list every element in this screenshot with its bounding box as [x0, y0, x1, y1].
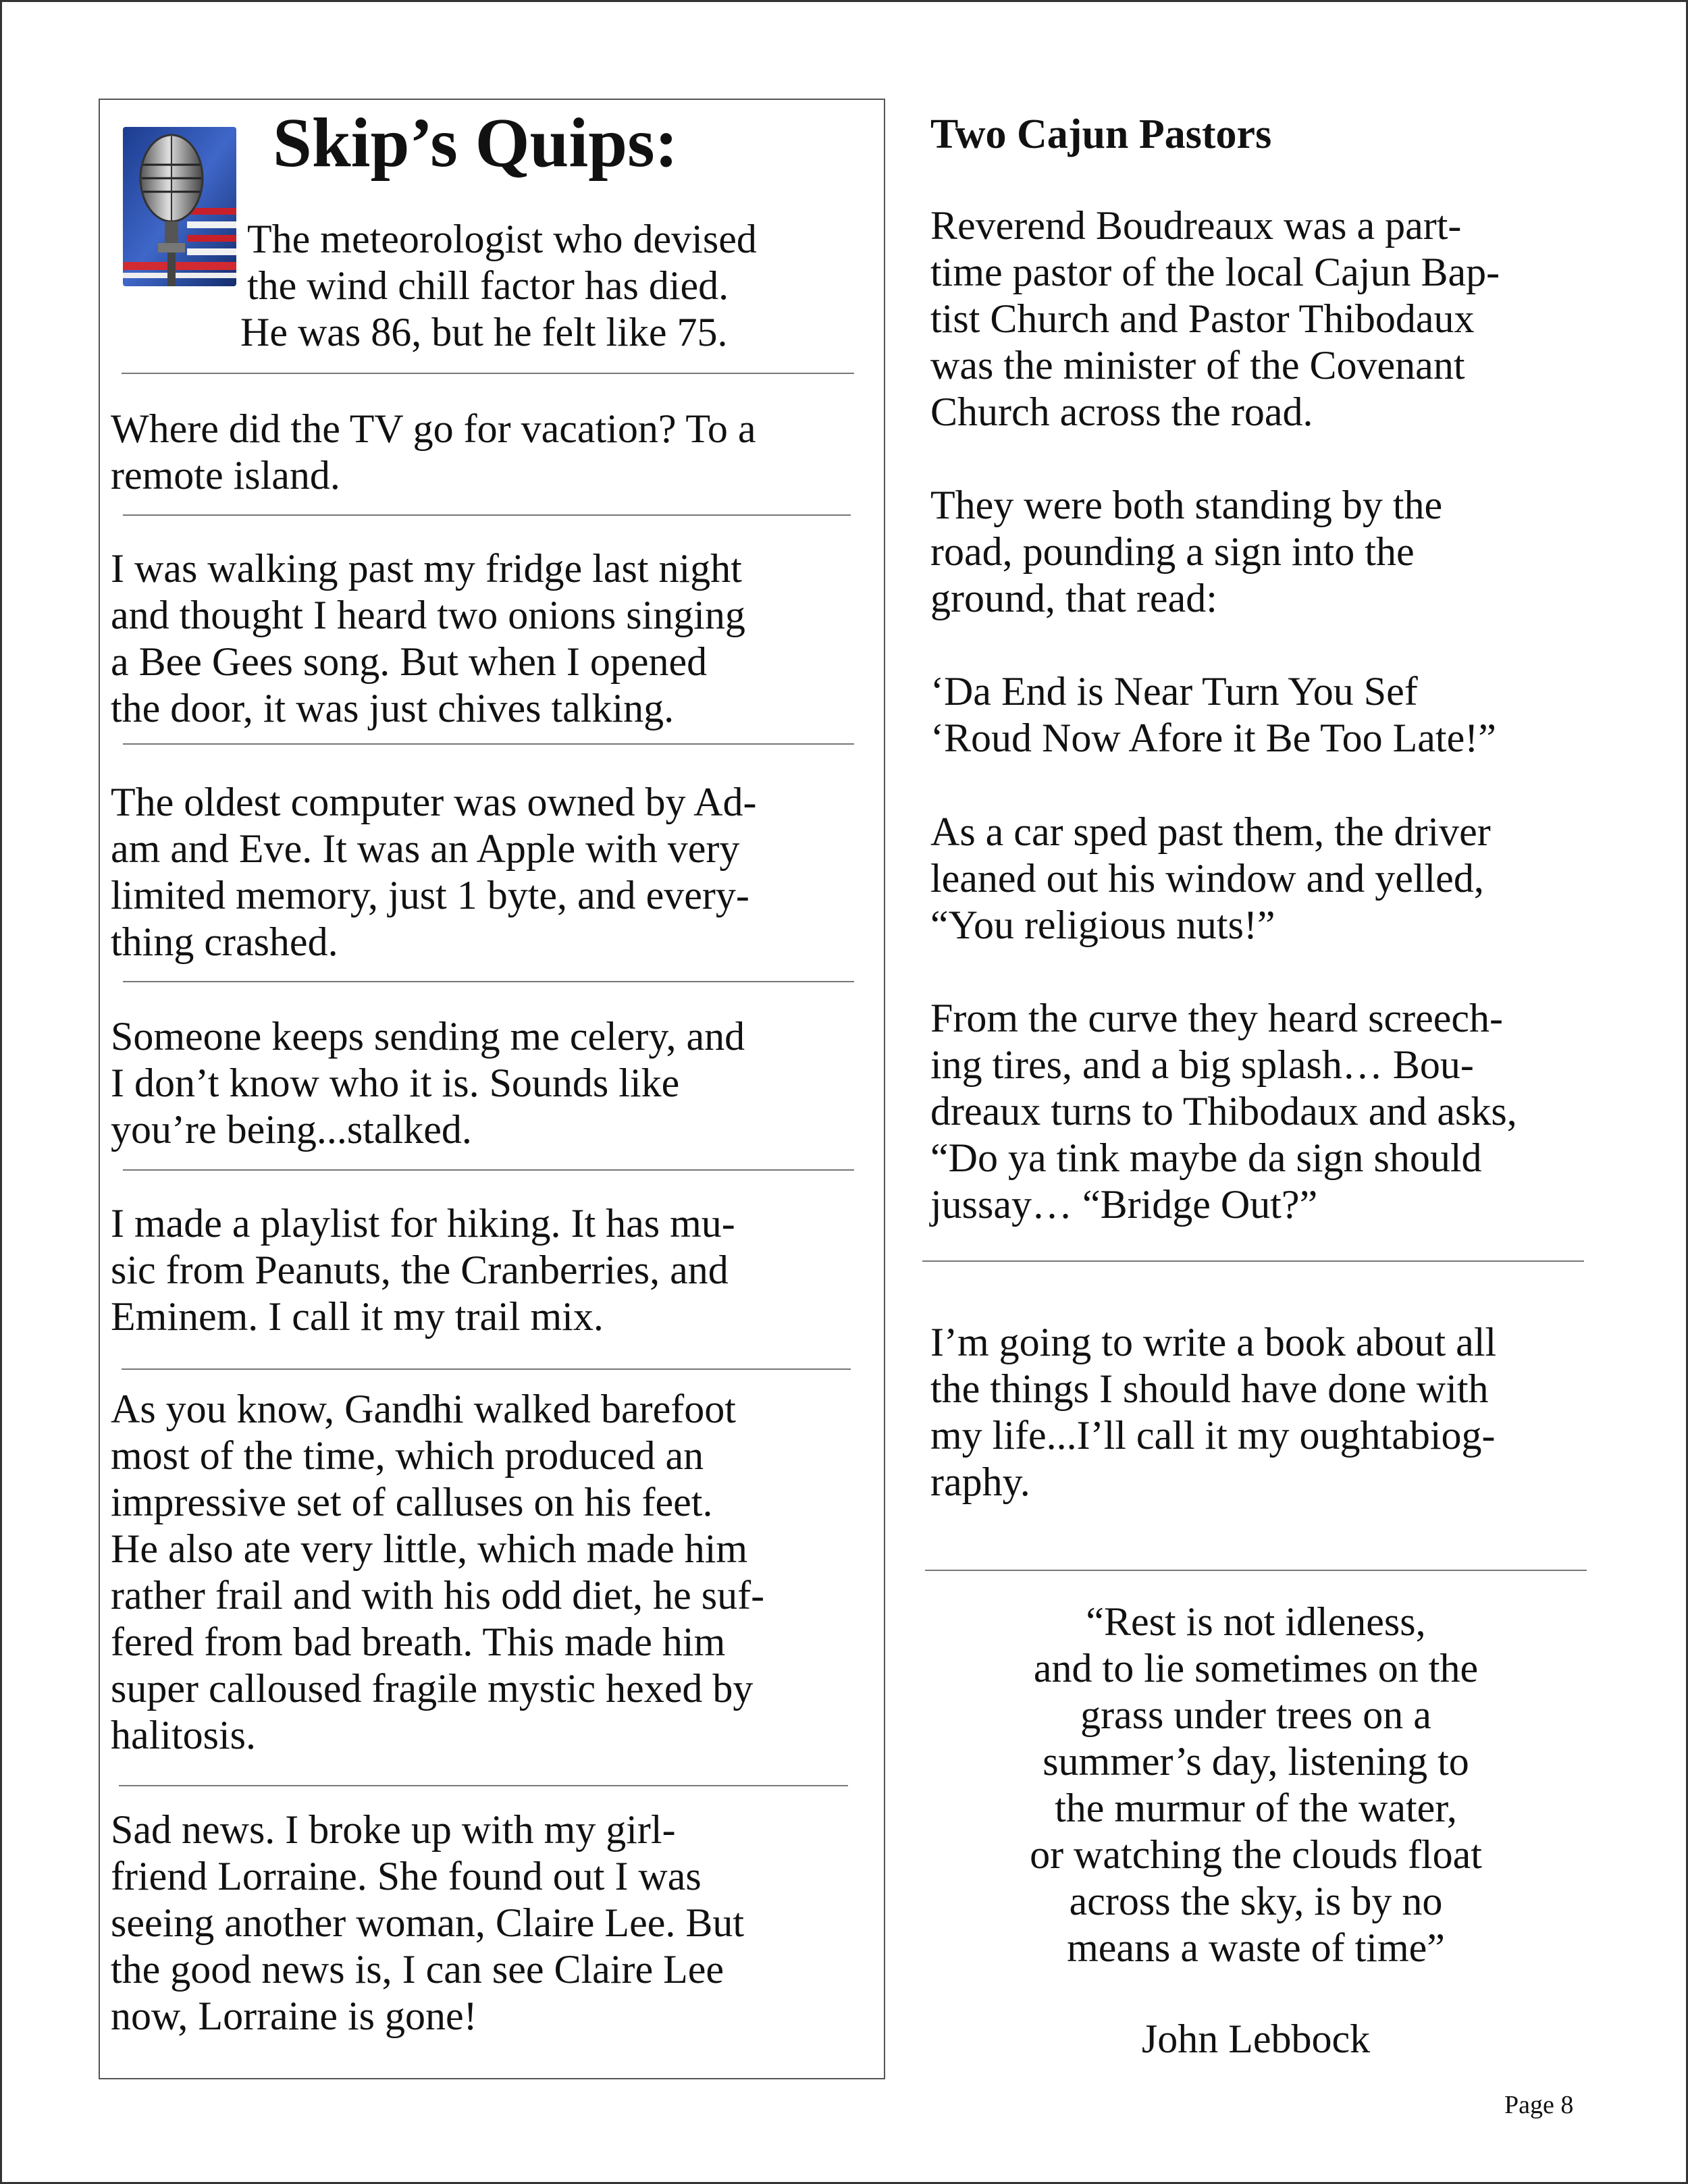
quips-title: Skip’s Quips: [273, 104, 679, 182]
divider [122, 1368, 851, 1370]
joke-trail-mix: I made a playlist for hiking. It has mu- sic from Peanuts, the Cranberries, and Eminem. I call it my trail mix. [111, 1201, 735, 1339]
divider [122, 373, 854, 374]
joke-claire-lee: Sad news. I broke up with my girl- friend Lorraine. She found out I was seeing another woman, Claire Lee. But the good news is, I can see Claire Lee now, Lorraine is gone! [111, 1807, 745, 2038]
divider [123, 514, 851, 516]
story-paragraph: From the curve they heard screech- ing tires, and a big splash… Bou- dreaux turns to Thibodaux and asks, “Do ya tink maybe da sign should jussay… “Bridge Out?” [930, 996, 1517, 1227]
joke-oughtabiography: I’m going to write a book about all the things I should have done with my life...I’ll call it my oughtabiog- raphy. [930, 1320, 1497, 1504]
divider [922, 1260, 1584, 1262]
joke-wind-chill: The meteorologist who devised the wind chill factor has died. He was 86, but he felt like 75. [240, 217, 757, 354]
divider [123, 1169, 854, 1171]
rest-quote: “Rest is not idleness, and to lie sometimes on the grass under trees on a summer’s day, listening to the murmur of the water, or watching the clouds float across the sky, is by no means a waste of time” [1030, 1599, 1482, 1970]
joke-chives: I was walking past my fridge last night and thought I heard two onions singing a Bee Gees song. But when I opened the door, it was just chives talking. [111, 546, 745, 730]
page-number: Page 8 [1504, 2091, 1574, 2119]
divider [925, 1570, 1587, 1571]
story-sign-text: ‘Da End is Near Turn You Sef ‘Roud Now Afore it Be Too Late!” [930, 669, 1496, 760]
divider [123, 743, 854, 745]
quote-author: John Lebbock [1141, 2017, 1371, 2061]
joke-gandhi: As you know, Gandhi walked barefoot most of the time, which produced an impressive set of calluses on his feet. He also ate very little, which made him rather frail and with his odd diet, he suf- fered from bad breath. This made him super calloused fragile mystic hexed by halitosis. [111, 1387, 765, 1757]
joke-apple-computer: The oldest computer was owned by Ad- am and Eve. It was an Apple with very limited memory, just 1 byte, and every- thing crashed. [111, 780, 757, 964]
story-paragraph: Reverend Boudreaux was a part- time pastor of the local Cajun Bap- tist Church and Pastor Thibodaux was the minister of the Covenant Church across the road. [930, 203, 1500, 434]
joke-tv-vacation: Where did the TV go for vacation? To a remote island. [111, 406, 756, 498]
cajun-pastors-heading: Two Cajun Pastors [930, 111, 1272, 157]
story-paragraph: As a car sped past them, the driver leaned out his window and yelled, “You religious nuts!” [930, 809, 1491, 947]
story-paragraph: They were both standing by the road, pounding a sign into the ground, that read: [930, 483, 1443, 620]
divider [123, 981, 854, 982]
divider [119, 1785, 848, 1786]
microphone-flag-image [123, 127, 236, 286]
joke-celery: Someone keeps sending me celery, and I don’t know who it is. Sounds like you’re being...stalked. [111, 1014, 745, 1152]
